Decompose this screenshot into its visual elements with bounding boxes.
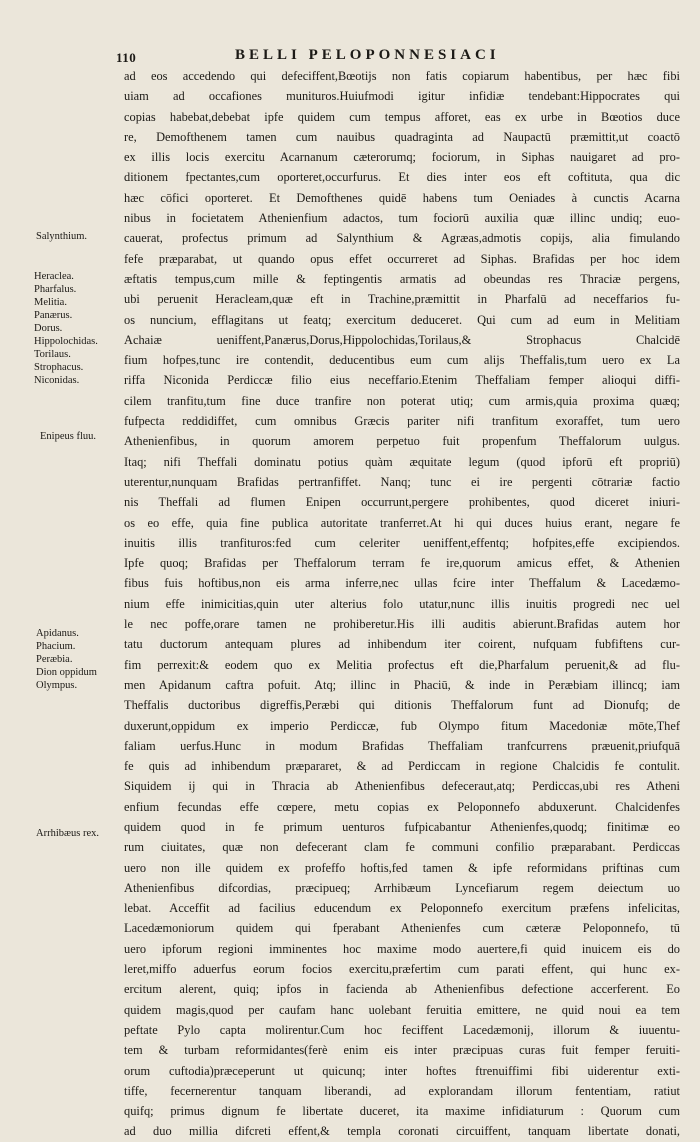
margin-note-salynthium bbox=[36, 230, 87, 243]
text-line: riffa Niconida Perdiccæ filio eius neceffario.Etenim Theffaliam femper alioqui diffi- bbox=[124, 373, 680, 388]
text-line: æftatis tempus,cum mille & feptingentis armatis ad obeundas res Thraciæ pergens, bbox=[124, 271, 680, 286]
margin-note-enipeus bbox=[40, 430, 96, 443]
page-number: 110 bbox=[116, 50, 137, 65]
margin-note-line: Strophacus. bbox=[34, 362, 84, 373]
text-line: Ipfe quoq; Brafidas per Theffalorum terram fe ire,quorum amicus effet, & Athenien bbox=[124, 556, 680, 571]
text-line: cauerat, profectus primum ad Salynthium & Agræas,admotis copijs, alia fimulando bbox=[124, 231, 680, 246]
margin-note-line: Phacium. bbox=[36, 641, 76, 652]
text-line: ubi peruenit Heracleam,quæ eft in Trachine,præmittit in Pharfalū ad neceffarios fu- bbox=[124, 292, 680, 307]
text-line: cilem tranfitu,tum fine duce tranfire non poterat utiq; cum armis,quia proxima quæq; bbox=[124, 393, 680, 408]
text-line: ex illis locis exercitu Acarnanum cæterorumq; fociorum, in Siphas nauigaret ad pro- bbox=[124, 150, 680, 165]
text-line: lebat. Acceffit ad facilius educendum ex Peloponnefo exercitum præfens infelicitas, bbox=[124, 901, 680, 916]
text-line: ad eos accedendo qui defeciffent,Bœotijs non fatis copiarum habentibus, per hæc fibi bbox=[124, 69, 680, 83]
text-line: uterentur,nunquam Brafidas pertranfiffet. Nanq; tunc ei ire pergenti cōtrariæ factio bbox=[124, 474, 680, 489]
margin-note-line: Pharfalus. bbox=[34, 284, 77, 295]
text-line: re, Demofthenem tamen cum nauibus quadraginta ad Naupactū præmittit,ut coactō bbox=[124, 129, 680, 144]
text-line: faliam uerfus.Hunc in modum Brafidas Theffaliam tranfcurrens præuenit,priufquā bbox=[124, 738, 680, 753]
text-line: tem & turbam reformidantes(ferè enim eis inter præcipuas curas fuit femper feruiti- bbox=[124, 1043, 680, 1058]
text-line: uero non ille quidem ex profeffo hoftis,fed tamen & ipfe reformidans priftinas cum bbox=[124, 860, 680, 875]
text-line: orum cuftodia)præceperunt ut quicunq; inter hoftes ftrenuiffimi fibi uiderentur exti- bbox=[124, 1063, 680, 1078]
margin-note-line: Olympus. bbox=[36, 680, 78, 691]
text-line: ditionem fpectantes,cum oporteret,occurfurus. Et dies inter eos eft coftituta, qua dic bbox=[124, 170, 680, 185]
text-line: Lacedæmoniorum quidem qui fperabant Athenienfes cum cæteræ Peloponnefo, tū bbox=[124, 921, 680, 936]
text-line: fim perrexit:& eodem quo ex Melitia profectus eft die,Pharfalum peruenit,& ad flu- bbox=[124, 657, 680, 672]
margin-note-arrhibaeus bbox=[36, 827, 99, 840]
text-line: os nuncium, efflagitans ut featq; exercitum deduceret. Qui cum ad eum in Melitiam bbox=[124, 312, 680, 327]
text-line: duxerunt,oppidum ex imperio Perdiccæ, fub Olympo fitum Macedoniæ mōte,Thef bbox=[124, 718, 680, 733]
margin-note-apidanus-group bbox=[36, 627, 97, 692]
margin-note-line: Panærus. bbox=[34, 310, 73, 321]
text-line: Siquidem ij qui in Thracia ab Athenienfibus defeceraut,atq; Perdiccas,ubi res Atheni bbox=[124, 779, 680, 794]
text-line: inuitis illis tranfituros:fed cum celeriter ueniffent,effentq; hofpites,effe excipiendos. bbox=[124, 535, 680, 550]
margin-note-line: Apidanus. bbox=[36, 628, 79, 639]
text-line: fibus fuis hoftibus,non eis arma inferre,nec ullas fcire inter Theffalum & Lacedæmo- bbox=[124, 576, 680, 591]
running-head: BELLI PELOPONNESIACI bbox=[235, 47, 500, 63]
margin-note-line: Dorus. bbox=[34, 323, 63, 334]
text-line: tatu ductorum antequam plures ad inhibendum iter coirent, nufquam fubfiftens cur- bbox=[124, 637, 680, 652]
text-line: Athenienfibus difcordias, præcipueq; Arrhibæum Lyncefiarum regem deiectum uo bbox=[124, 880, 680, 895]
text-line: Athenienfibus, in quorum amorem perpetuo fuit propenfum Theffalorum uulgus. bbox=[124, 434, 680, 449]
text-line: quidem magis,quod per caufam hanc uolebant feruitia emittere, ne quid noui ea tem bbox=[124, 1002, 680, 1017]
margin-note-line: Peræbia. bbox=[36, 654, 73, 665]
text-line: quidem quod in fe primum uenturos fufpicabantur Athenienfes,quodq; finitimæ eo bbox=[124, 819, 680, 834]
text-line: tiffe, fecernerentur tanquam liberandi, ad explorandam illorum fententiam, ratiut bbox=[124, 1083, 680, 1098]
text-line: men Apidanum caftra pofuit. Atq; illinc in Phaciū, & inde in Peræbiam illincq; iam bbox=[124, 677, 680, 692]
body-text bbox=[124, 66, 680, 1142]
text-line: nium effe inimicitias,quin uter alterius folo utatur,nunc illis inuitis progredi nec uel bbox=[124, 596, 680, 611]
margin-note-line: Arrhibæus rex. bbox=[36, 828, 99, 839]
margin-note-line: Salynthium. bbox=[36, 231, 88, 242]
text-line: uiam ad occafiones munituros.Huiufmodi igitur infidiæ tendebant:Hippocrates qui bbox=[124, 89, 680, 104]
text-line: hæc cōfici oporteret. Et Demofthenes quidē habens tum Oeniades à cunctis Acarna bbox=[124, 190, 680, 205]
text-line: Itaq; nifi Theffali dominatu potius quàm æquitate legum (quod ipforū eft propriū) bbox=[124, 454, 680, 469]
text-line: rum ciuitates, quæ non defecerant clam fe communi confilio præparabant. Perdiccas bbox=[124, 840, 680, 855]
text-line: Achaiæ ueniffent,Panærus,Dorus,Hippolochidas,Torilaus,& Strophacus Chalcidē bbox=[124, 332, 680, 347]
margin-note-heraclea-group bbox=[34, 270, 98, 387]
text-line: nis Theffali ad flumen Enipen occurrunt,pergere prohibentes, quod diceret iniuri- bbox=[124, 495, 680, 510]
text-line: fium hofpes,tunc ire contendit, deducentibus eum cum alijs Theffalis,tum uero ex La bbox=[124, 353, 680, 368]
margin-note-line: Dion oppidum bbox=[36, 667, 97, 678]
text-line: fefe præparabat, ut quando opus effet occurreret ad Siphas. Brafidas per hoc idem bbox=[124, 251, 680, 266]
text-line: fufpecta reddidiffet, cum omnibus Græcis pariter nifi tranfitum exoraffet, tum uero bbox=[124, 414, 680, 429]
margin-note-line: Melitia. bbox=[34, 297, 67, 308]
margin-note-line: Torilaus. bbox=[34, 349, 71, 360]
text-line: uero ipforum regioni imminentes hoc maxime modo auertere,fi quid inuicem eis do bbox=[124, 941, 680, 956]
text-line: enfium fecundas effe cœpere, metu copias ex Peloponnefo abduxerunt. Chalcidenfes bbox=[124, 799, 680, 814]
text-line: Theffalis ductoribus digreffis,Peræbi qui ditionis Theffalorum funt ad Dionufq; de bbox=[124, 698, 680, 713]
text-line: ercitum alerent, quiq; ipfos in facienda ab Athenienfibus defectione accerferent. Eo bbox=[124, 982, 680, 997]
text-line: peftate Pylo capta molirentur.Cum hoc feciffent Lacedæmonij, illorum & iuuentu- bbox=[124, 1022, 680, 1037]
text-line: ad duo millia difcreti effent,& templa coronati circuiffent, tanquam libertate donati, bbox=[124, 1124, 680, 1139]
text-line: nibus in focietatem Athenienfium adactos, tum fociorū auxilia quæ illinc undiq; euo- bbox=[124, 211, 680, 226]
margin-note-line: Heraclea. bbox=[34, 271, 74, 282]
text-line: quifq; primus dignum fe libertate duceret, ita maxime infidiaturum : Quorum cum bbox=[124, 1104, 680, 1119]
text-line: fe quis ad inhibendum præpararet, & ad Perdiccam in regione Chalcidis fe contulit. bbox=[124, 759, 680, 774]
text-line: os eo effe, quia fine publica autoritate tranferret.At hi qui duces huius erant, negare fe bbox=[124, 515, 680, 530]
text-line: copias habebat,debebat ipfe quidem cum tempus afforet, eas ex urbe in Bœotios duce bbox=[124, 109, 680, 124]
margin-note-line: Niconidas. bbox=[34, 375, 80, 386]
text-line: leret,miffo aduerfus eorum focios exercitu,præfertim cum parati effent, qui hunc ex- bbox=[124, 962, 680, 977]
margin-note-line: Hippolochidas. bbox=[34, 336, 98, 347]
text-line: le nec poffe,orare tamen ne prohiberetur.His illi auditis abierunt.Brafidas autem hor bbox=[124, 617, 680, 632]
margin-note-line: Enipeus fluu. bbox=[40, 431, 96, 442]
